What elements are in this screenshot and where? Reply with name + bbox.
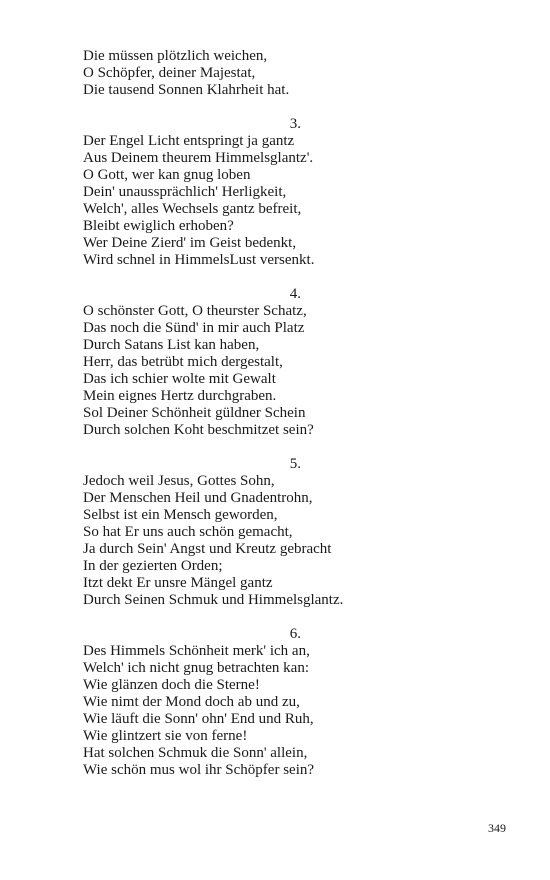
poem-line: Der Menschen Heil und Gnadentrohn, xyxy=(83,490,313,506)
stanza-4 xyxy=(83,286,383,439)
poem-line: Wer Deine Zierd' im Geist bedenkt, xyxy=(83,235,297,251)
poem-line: Wie nimt der Mond doch ab und zu, xyxy=(83,694,300,710)
stanza-gap xyxy=(83,99,383,116)
poem-line: Wie glänzen doch die Sterne! xyxy=(83,677,260,693)
poem-line: Durch solchen Koht beschmitzet sein? xyxy=(83,422,314,438)
stanza-gap xyxy=(83,269,383,286)
poem-line: Wird schnel in HimmelsLust versenkt. xyxy=(83,252,315,268)
poem-line: Wie glintzert sie von ferne! xyxy=(83,728,248,744)
poem-line: Wie schön mus wol ihr Schöpfer sein? xyxy=(83,762,315,778)
poem-line: O Gott, wer kan gnug loben xyxy=(83,167,251,183)
poem-line: Bleibt ewiglich erhoben? xyxy=(83,218,234,234)
poem-line: So hat Er uns auch schön gemacht, xyxy=(83,524,293,540)
poem-line: Welch' ich nicht gnug betrachten kan: xyxy=(83,660,309,676)
stanza-2-tail xyxy=(83,48,383,99)
poem-line: Das noch die Sünd' in mir auch Platz xyxy=(83,320,305,336)
poem-line: Die müssen plötzlich weichen, xyxy=(83,48,268,64)
poem-line: Wie läuft die Sonn' ohn' End und Ruh, xyxy=(83,711,314,727)
poem-line: Durch Satans List kan haben, xyxy=(83,337,260,353)
poem-text xyxy=(83,48,383,779)
poem-line: Des Himmels Schönheit merk' ich an, xyxy=(83,643,310,659)
stanza-5 xyxy=(83,456,383,609)
stanza-number: 4. xyxy=(289,286,301,302)
page-number: 349 xyxy=(488,821,506,835)
stanza-6 xyxy=(83,626,383,779)
poem-line: Durch Seinen Schmuk und Himmelsglantz. xyxy=(83,592,344,608)
poem-line: Aus Deinem theurem Himmelsglantz'. xyxy=(83,150,314,166)
poem-line: O schönster Gott, O theurster Schatz, xyxy=(83,303,307,319)
poem-line: Der Engel Licht entspringt ja gantz xyxy=(83,133,295,149)
stanza-gap xyxy=(83,439,383,456)
stanza-3 xyxy=(83,116,383,269)
poem-line: Itzt dekt Er unsre Mängel gantz xyxy=(83,575,273,591)
stanza-number: 3. xyxy=(289,116,301,132)
poem-line: Das ich schier wolte mit Gewalt xyxy=(83,371,276,387)
stanza-gap xyxy=(83,609,383,626)
poem-line: Herr, das betrübt mich dergestalt, xyxy=(83,354,283,370)
poem-line: Jedoch weil Jesus, Gottes Sohn, xyxy=(83,473,275,489)
stanza-number: 6. xyxy=(289,626,301,642)
poem-line: Dein' unaussprächlich' Herligkeit, xyxy=(83,184,287,200)
poem-line: O Schöpfer, deiner Majestat, xyxy=(83,65,256,81)
poem-line: Selbst ist ein Mensch geworden, xyxy=(83,507,278,523)
poem-line: Welch', alles Wechsels gantz befreit, xyxy=(83,201,302,217)
poem-line: Die tausend Sonnen Klahrheit hat. xyxy=(83,82,290,98)
poem-line: Hat solchen Schmuk die Sonn' allein, xyxy=(83,745,308,761)
stanza-number: 5. xyxy=(289,456,301,472)
poem-line: Sol Deiner Schönheit güldner Schein xyxy=(83,405,306,421)
poem-line: In der gezierten Orden; xyxy=(83,558,223,574)
poem-line: Mein eignes Hertz durchgraben. xyxy=(83,388,277,404)
poem-line: Ja durch Sein' Angst und Kreutz gebracht xyxy=(83,541,332,557)
